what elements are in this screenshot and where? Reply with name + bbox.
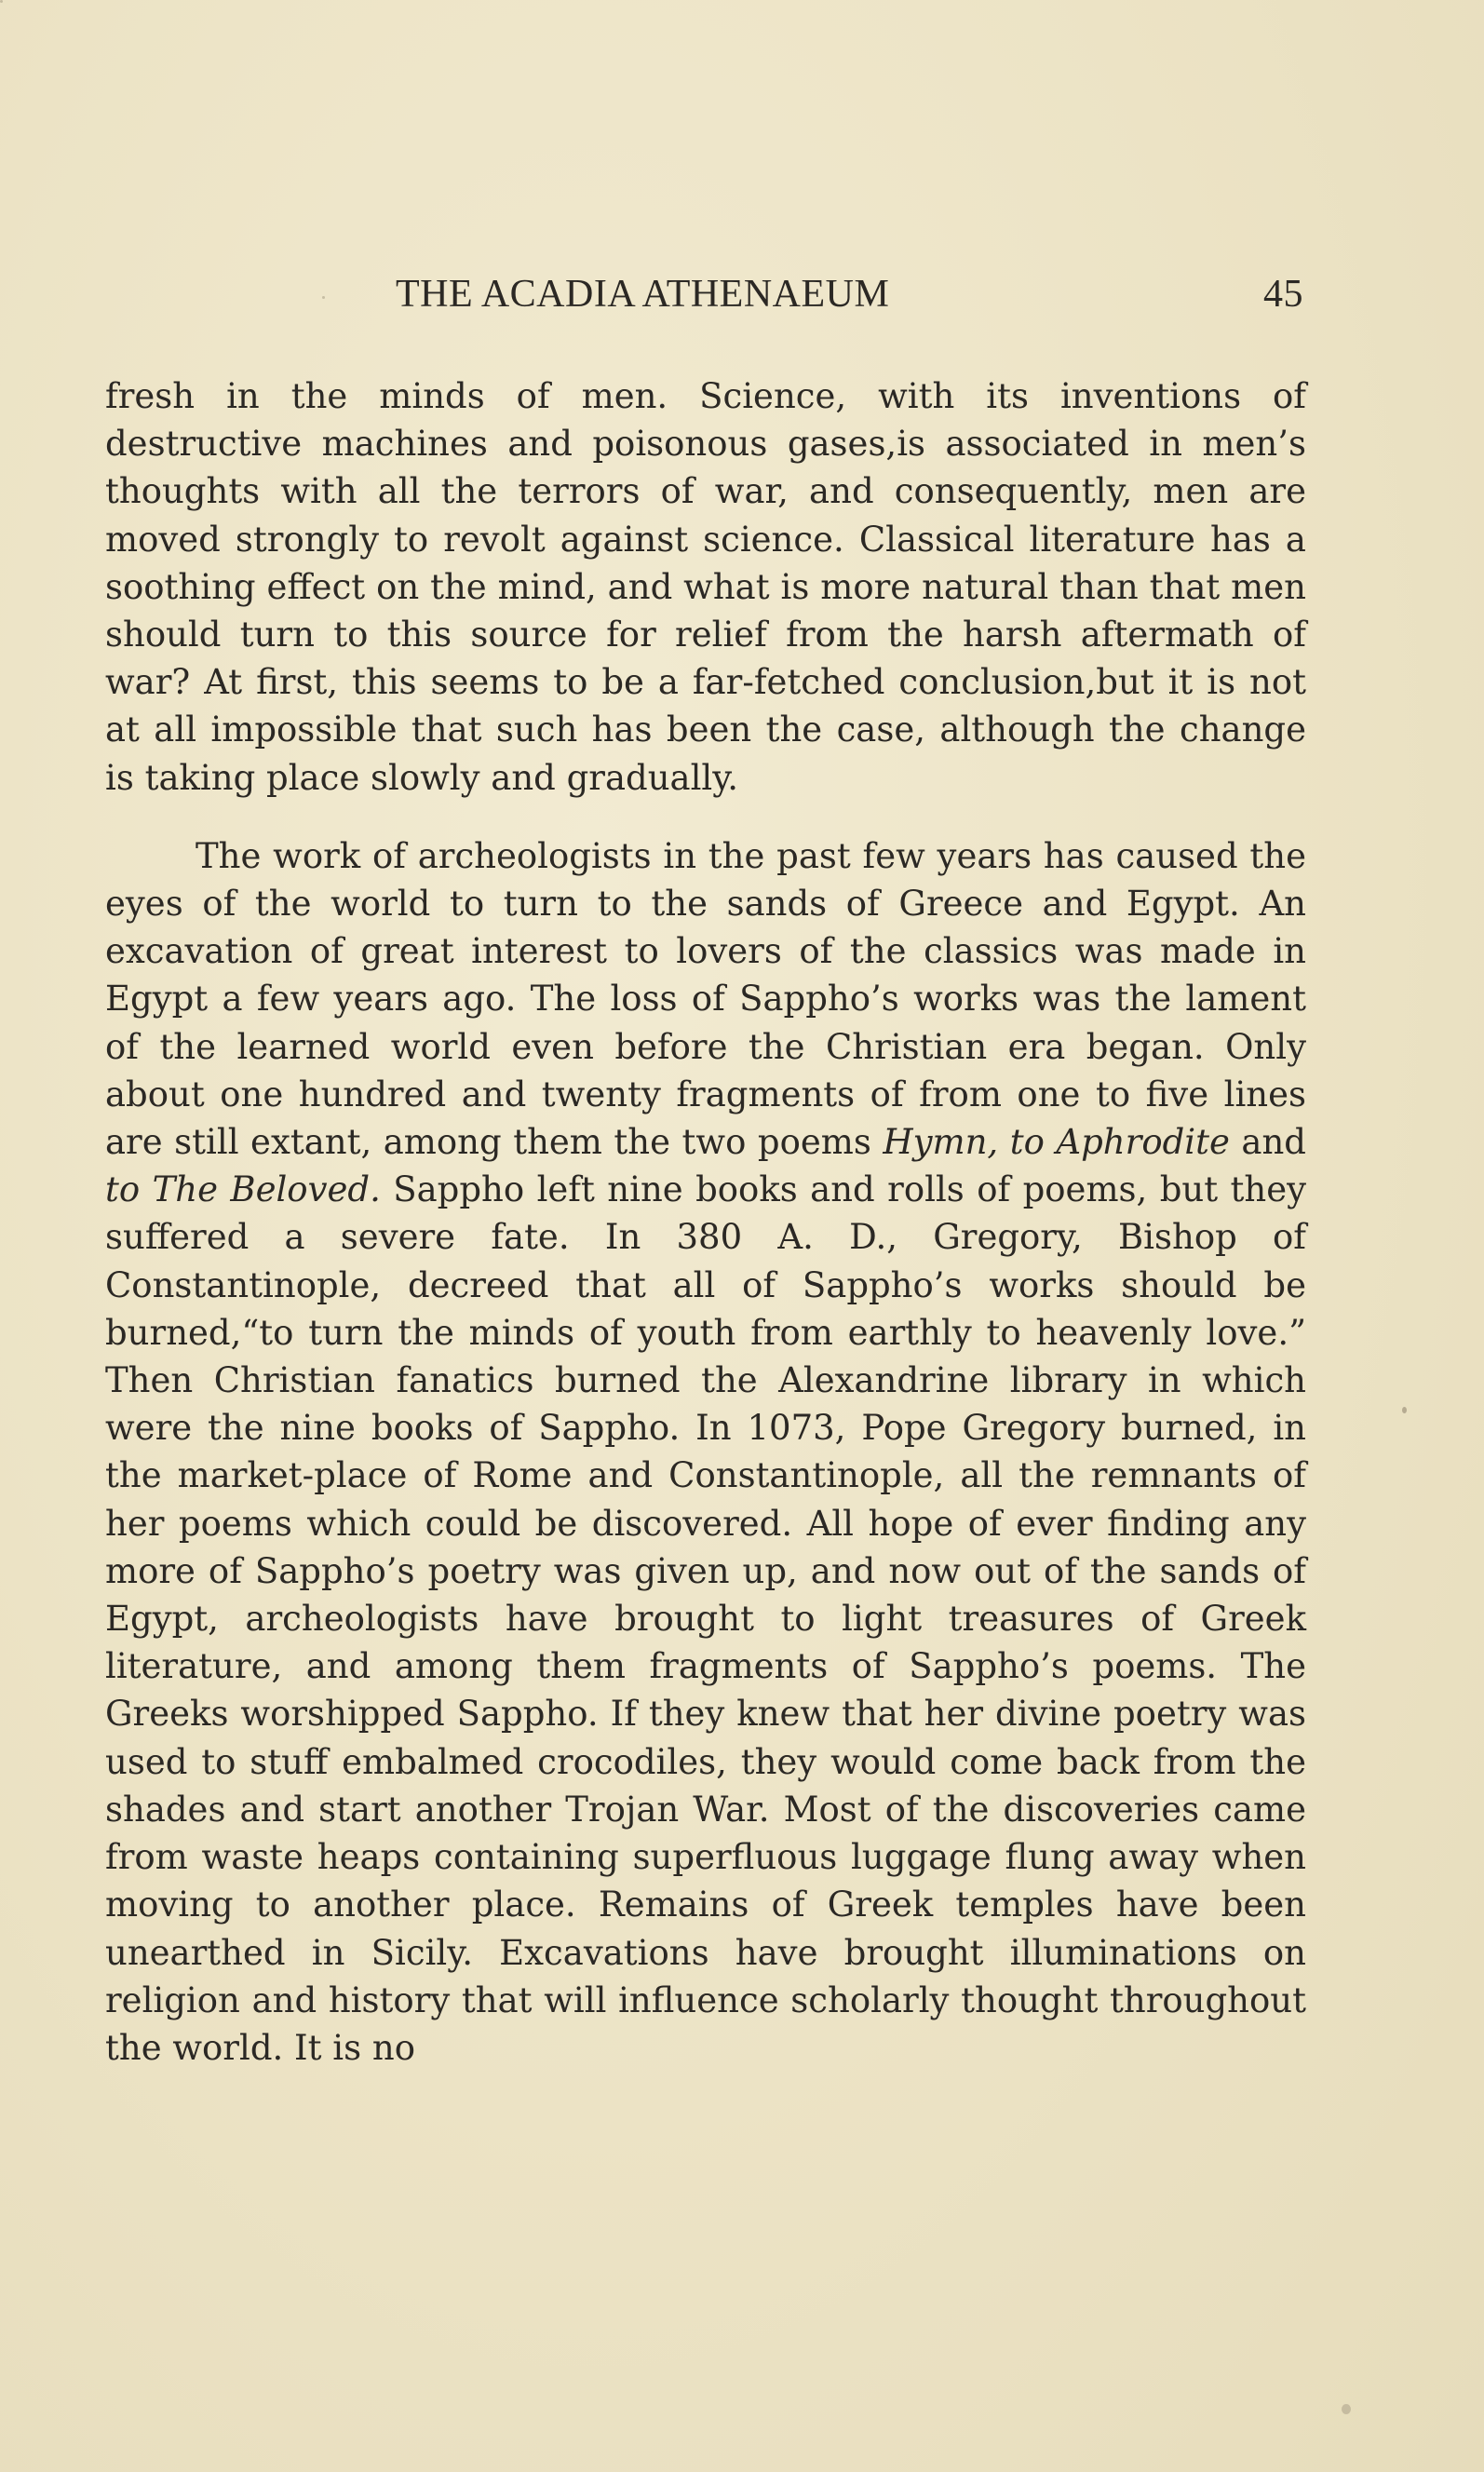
paper-speck: [322, 296, 325, 299]
poem-title-hymn: Hymn, to Aphrodite: [883, 1122, 1230, 1163]
paper-speck: [0, 0, 3, 3]
running-title: THE ACADIA ATHENAEUM: [396, 273, 890, 316]
paragraph-1: fresh in the minds of men. Science, with its inventions of destructive machines and poisonous gases,is associated in men’s thoughts with all the terrors of war, and consequently, men are moved strongly to revolt against science. Classical literature has a soothing effect on the mind, and what is more natural than that men should turn to this source for relief from the harsh aftermath of war? At first, this seems to be a far-fetched conclusion,but it is not at all impossible that such has been the case, although the change is taking place slowly and gradually.: [105, 376, 1306, 798]
poem-title-beloved: to The Beloved.: [105, 1169, 381, 1210]
paragraph-2-intro: The work of archeologists in the past few years has caused the eyes of the world to turn to the sands of Greece and Egypt. An excavation of great interest to lovers of the classics was made in Egypt a few years ago. The loss of Sappho’s works was the lament of the learned world even before the Christian era began. Only about one hundred and twenty fragments of from one to five lines are still extant, among them the two poems: [105, 835, 1306, 1163]
paragraph-2-rest: Sappho left nine books and rolls of poems, but they suffered a severe fate. In 380 A. D., Gregory, Bishop of Constantinople, decreed that all of Sappho’s works should be burned,“to turn the minds of youth from earthly to heavenly love.” Then Christian fanatics burned the Alexandrine library in which were the nine books of Sappho. In 1073, Pope Gregory burned, in the market-place of Rome and Constantinople, all the remnants of her poems which could be discovered. All hope of ever finding any more of Sappho’s poetry was given up, and now out of the sands of Egypt, archeologists have brought to light treasures of Greek literature, and among them fragments of Sappho’s poems. The Greeks worshipped Sappho. If they knew that her divine poetry was used to stuff embalmed crocodiles, they would come back from the shades and start another Trojan War. Most of the discoveries came from waste heaps containing superfluous luggage flung away when moving to another place. Remains of Greek temples have been unearthed in Sicily. Excavations have brought illuminations on religion and history that will influence scholarly thought throughout the world. It is no: [105, 1169, 1307, 2068]
paper-speck: [1342, 2404, 1351, 2414]
page-number: 45: [1263, 273, 1303, 316]
body-text: [105, 372, 1306, 2072]
running-header: [107, 272, 1303, 328]
paragraph-2-conjunction: and: [1241, 1122, 1306, 1163]
paper-speck: [1402, 1407, 1407, 1413]
paragraph-2: [105, 832, 1306, 2072]
